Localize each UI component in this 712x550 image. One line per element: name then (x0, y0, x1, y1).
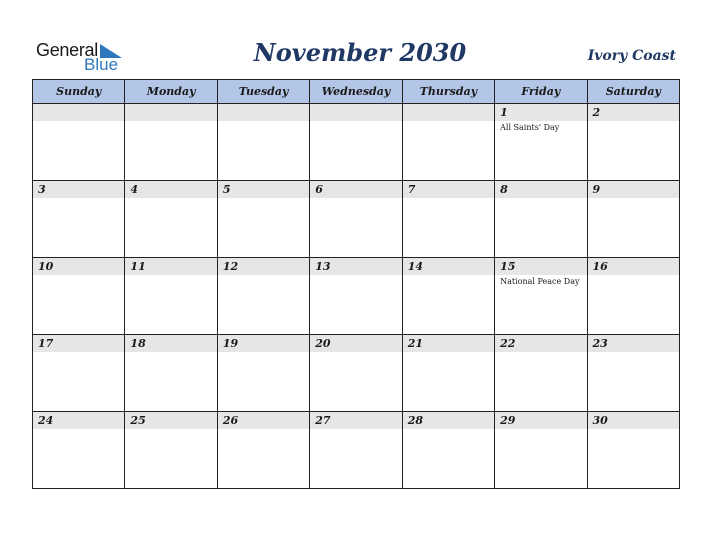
country-name: Ivory Coast (587, 48, 676, 64)
day-header-strip (125, 104, 216, 121)
day-number: 12 (222, 260, 239, 273)
day-number: 29 (500, 414, 516, 427)
calendar-body (33, 104, 680, 489)
day-cell (402, 335, 494, 412)
day-number: 16 (592, 260, 608, 273)
logo (36, 40, 132, 74)
day-cell (495, 181, 587, 258)
day-number: 25 (130, 414, 146, 427)
day-cell (495, 335, 587, 412)
day-header-strip (403, 181, 494, 198)
day-cell (310, 181, 402, 258)
day-cell (495, 258, 587, 335)
day-header-strip (495, 181, 586, 198)
page-title: November 2030 (253, 38, 467, 67)
day-number: 3 (38, 183, 46, 196)
day-cell (587, 104, 679, 181)
day-cell (33, 104, 125, 181)
day-cell (310, 412, 402, 489)
weekday-saturday: Saturday (587, 80, 679, 104)
day-cell (587, 181, 679, 258)
weekday-friday: Friday (495, 80, 587, 104)
holiday-label: All Saints' Day (500, 123, 560, 132)
day-number: 19 (222, 337, 239, 350)
weekday-wednesday: Wednesday (310, 80, 402, 104)
day-number: 26 (222, 414, 239, 427)
weekday-tuesday: Tuesday (217, 80, 309, 104)
day-number: 28 (407, 414, 423, 427)
day-cell (310, 258, 402, 335)
day-number: 18 (130, 337, 146, 350)
day-cell (33, 335, 125, 412)
day-number: 13 (315, 260, 331, 273)
day-header-strip (33, 181, 124, 198)
day-number: 11 (130, 260, 146, 273)
day-header-strip (495, 104, 586, 121)
day-header-strip (310, 104, 401, 121)
holiday-label: National Peace Day (500, 277, 580, 286)
week-row (33, 181, 680, 258)
day-header-strip (588, 104, 679, 121)
day-header-strip (588, 181, 679, 198)
day-cell (125, 104, 217, 181)
week-row (33, 258, 680, 335)
day-number: 2 (592, 106, 601, 119)
day-cell (217, 412, 309, 489)
day-cell (125, 181, 217, 258)
day-cell (310, 104, 402, 181)
logo-general-text: General (36, 40, 98, 60)
day-header-strip (125, 181, 216, 198)
day-cell (495, 412, 587, 489)
day-number: 21 (407, 337, 423, 350)
day-cell (310, 335, 402, 412)
day-cell (402, 412, 494, 489)
day-cell (587, 335, 679, 412)
weekday-header-row (33, 80, 680, 104)
day-number: 27 (315, 414, 331, 427)
day-cell (587, 258, 679, 335)
day-header-strip (403, 104, 494, 121)
day-cell (33, 258, 125, 335)
logo-blue-text: Blue (84, 55, 119, 74)
day-cell (495, 104, 587, 181)
day-cell (217, 104, 309, 181)
day-cell (125, 258, 217, 335)
day-cell (217, 335, 309, 412)
day-number: 10 (38, 260, 54, 273)
day-header-strip (218, 181, 309, 198)
week-row (33, 104, 680, 181)
day-number: 14 (407, 260, 423, 273)
day-cell (125, 335, 217, 412)
day-number: 23 (592, 337, 608, 350)
day-cell (402, 258, 494, 335)
day-cell (402, 181, 494, 258)
day-number: 20 (315, 337, 331, 350)
day-header-strip (33, 104, 124, 121)
day-number: 24 (38, 414, 54, 427)
weekday-thursday: Thursday (402, 80, 494, 104)
day-number: 15 (500, 260, 516, 273)
day-cell (33, 181, 125, 258)
day-number: 5 (222, 183, 231, 196)
day-number: 8 (500, 183, 508, 196)
day-number: 4 (130, 183, 139, 196)
day-number: 17 (38, 337, 54, 350)
day-cell (217, 258, 309, 335)
day-number: 6 (315, 183, 323, 196)
day-cell (587, 412, 679, 489)
weekday-sunday: Sunday (33, 80, 125, 104)
day-header-strip (218, 104, 309, 121)
day-number: 9 (592, 183, 601, 196)
week-row (33, 412, 680, 489)
day-cell (217, 181, 309, 258)
day-cell (402, 104, 494, 181)
calendar-grid (32, 79, 680, 489)
week-row (33, 335, 680, 412)
weekday-monday: Monday (125, 80, 217, 104)
day-cell (33, 412, 125, 489)
day-number: 1 (500, 106, 508, 119)
day-number: 30 (592, 414, 608, 427)
day-number: 22 (500, 337, 516, 350)
day-cell (125, 412, 217, 489)
day-number: 7 (407, 183, 416, 196)
day-header-strip (310, 181, 401, 198)
